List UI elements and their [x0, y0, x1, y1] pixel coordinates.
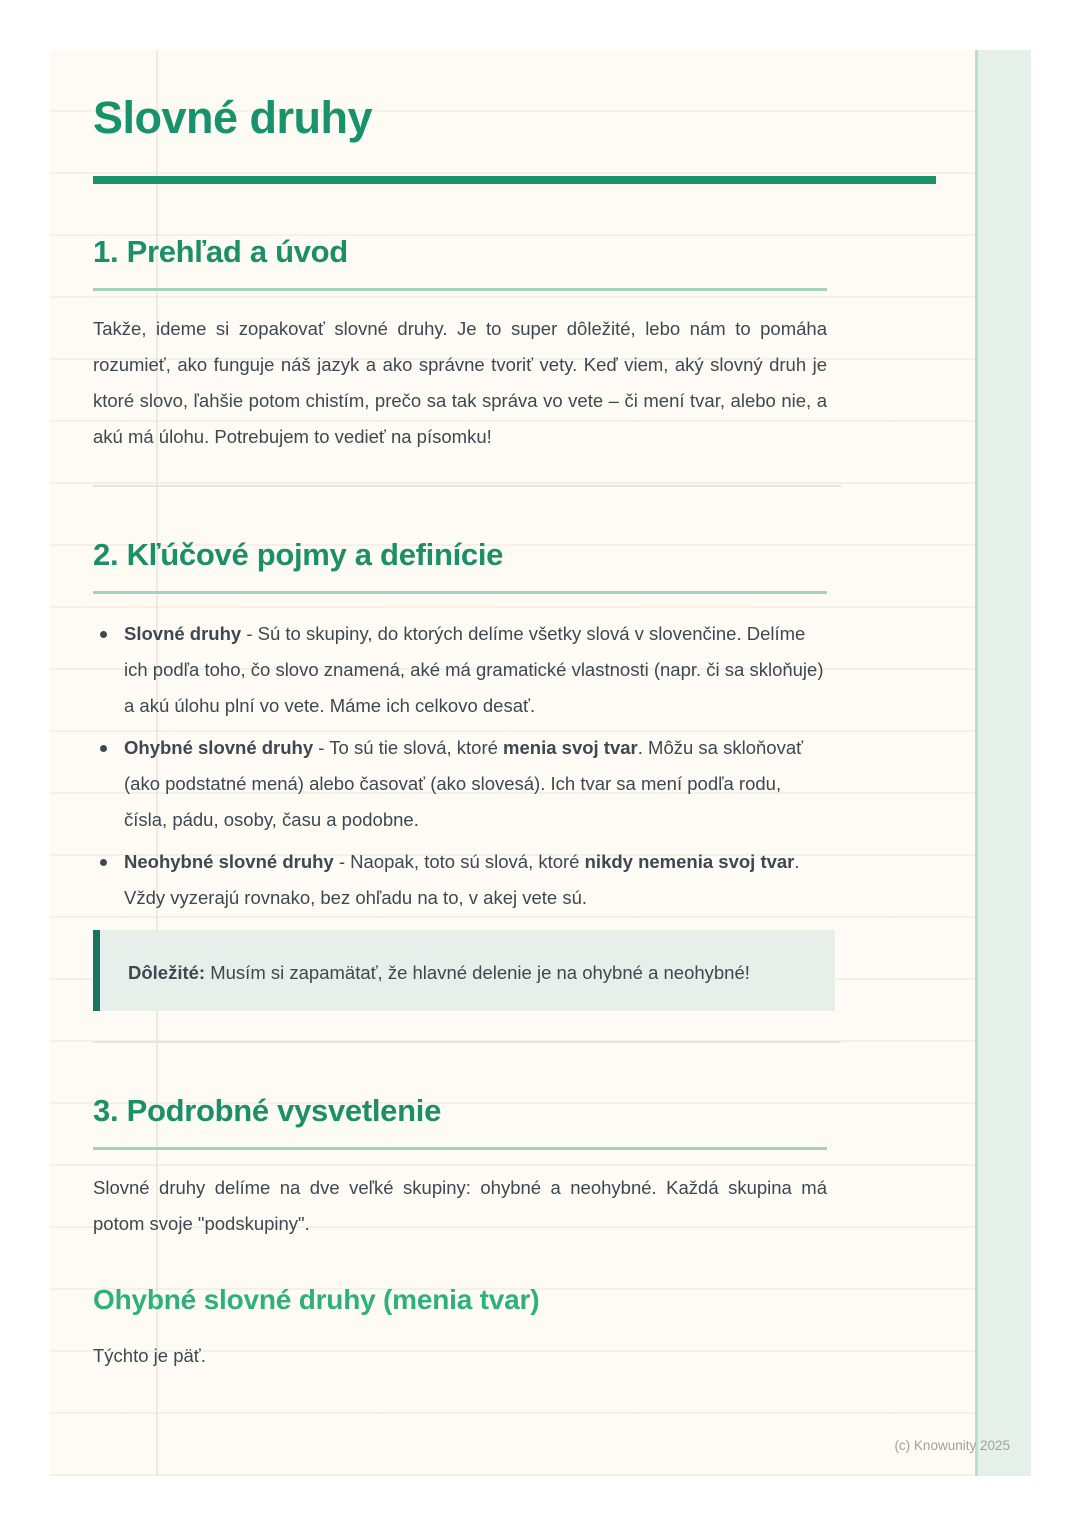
bullet-marker-icon	[100, 631, 107, 638]
heading-underline	[93, 288, 827, 291]
bullet-item	[93, 844, 827, 916]
section-divider	[93, 1041, 841, 1043]
section-detailed-explanation	[93, 1091, 936, 1374]
section-key-terms	[93, 535, 936, 1043]
heading-underline	[93, 1147, 827, 1150]
section-overview	[93, 232, 936, 487]
section-divider	[93, 485, 841, 487]
heading-underline	[93, 591, 827, 594]
page-title: Slovné druhy	[93, 92, 373, 143]
bullet-item	[93, 730, 827, 838]
definition-list	[93, 616, 827, 916]
bullet-text: Neohybné slovné druhy - Naopak, toto sú slová, ktoré nikdy nemenia svoj tvar. Vždy vyzerajú rovnako, bez ohľadu na to, v akej vete sú.	[124, 851, 800, 908]
bullet-item	[93, 616, 827, 724]
bullet-text: Slovné druhy - Sú to skupiny, do ktorých delíme všetky slová v slovenčine. Delíme ich podľa toho, čo slovo znamená, aké má gramatické vlastnosti (napr. či sa skloňuje) a akú úlohu plní vo vete. Máme ich celkovo desať.	[124, 623, 824, 716]
section-1-heading: 1. Prehľad a úvod	[93, 234, 348, 269]
notebook-sheet	[50, 50, 1031, 1476]
bullet-marker-icon	[100, 859, 107, 866]
bullet-marker-icon	[100, 745, 107, 752]
section-3-heading: 3. Podrobné vysvetlenie	[93, 1093, 442, 1128]
subsection-heading: Ohybné slovné druhy (menia tvar)	[93, 1284, 540, 1315]
subsection-paragraph: Týchto je päť.	[93, 1345, 206, 1366]
section-2-heading: 2. Kľúčové pojmy a definície	[93, 537, 504, 572]
page-content	[93, 50, 936, 1374]
bullet-text: Ohybné slovné druhy - To sú tie slová, ktoré menia svoj tvar. Môžu sa skloňovať (ako podstatné mená) alebo časovať (ako slovesá). Ich tvar sa mení podľa rodu, čísla, pádu, osoby, času a podobne.	[124, 737, 804, 830]
section-1-paragraph: Takže, ideme si zopakovať slovné druhy. Je to super dôležité, lebo nám to pomáha rozumieť, ako funguje náš jazyk a ako správne tvoriť vety. Keď viem, aký slovný druh je ktoré slovo, ľahšie potom chistím, prečo sa tak správa vo vete – či mení tvar, alebo nie, a akú má úlohu. Potrebujem to vedieť na písomku!	[93, 318, 827, 447]
copyright-credit: (c) Knowunity 2025	[894, 1438, 1010, 1453]
important-callout: Dôležité: Musím si zapamätať, že hlavné delenie je na ohybné a neohybné!	[93, 930, 835, 1011]
section-3-paragraph: Slovné druhy delíme na dve veľké skupiny: ohybné a neohybné. Každá skupina má potom svoje "podskupiny".	[93, 1177, 827, 1234]
right-accent-stripe	[975, 50, 1031, 1476]
title-rule	[93, 176, 936, 184]
